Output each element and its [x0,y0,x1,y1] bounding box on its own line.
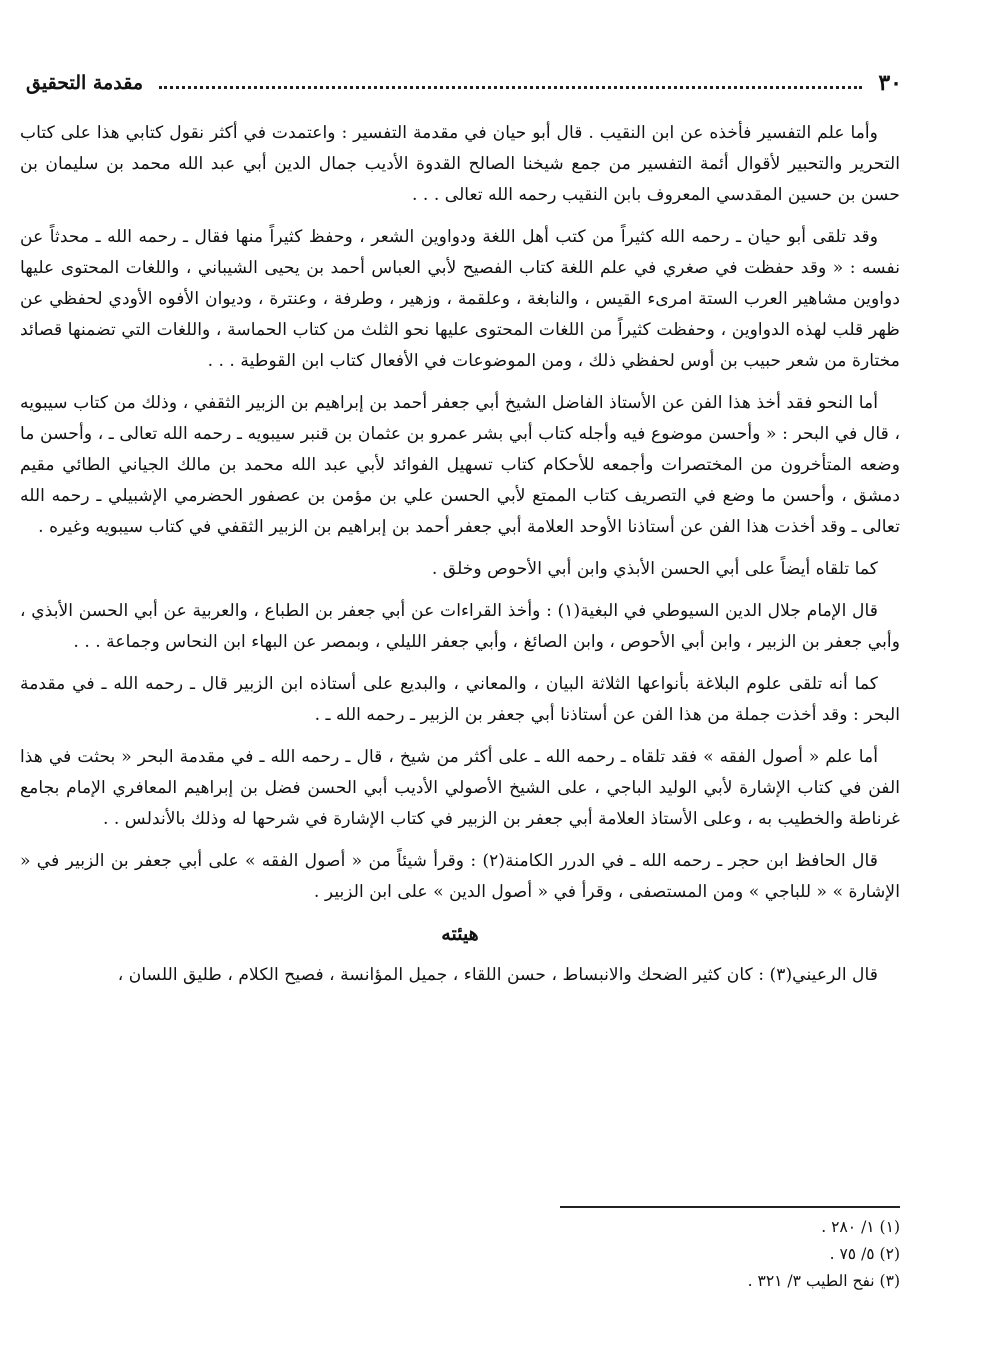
page-number: ٣٠ [878,70,902,96]
running-title: مقدمة التحقيق [26,72,143,94]
paragraph-nahw: أما النحو فقد أخذ هذا الفن عن الأستاذ الفاضل الشيخ أبي جعفر أحمد بن إبراهيم بن الزبير الثقفي ، وذلك من كتاب سيبويه ، قال في البحر : « وأحسن موضوع فيه وأجله كتاب أبي بشر عمرو بن عثمان بن قنبر سيبويه ـ رحمه الله تعالى ـ ، وأحسن ما وضعه المتأخرون من المختصرات وأجمعه للأحكام كتاب تسهيل الفوائد لأبي عبد الله محمد بن مالك الجياني الطائي مقيم دمشق ، وأحسن ما وضع في التصريف كتاب الممتع لأبي الحسن علي بن مؤمن بن عصفور الحضرمي الإشبيلي ـ رحمه الله تعالى ـ وقد أخذت هذا الفن عن أستاذنا الأوحد العلامة أبي جعفر أحمد بن إبراهيم بن الزبير الثقفي في كتاب سيبويه وغيره . [20,393,900,537]
paragraph-other-teachers: كما تلقاه أيضاً على أبي الحسن الأبذي وابن أبي الأحوص وخلق . [431,559,878,579]
header-leader-dots [159,86,862,89]
footnote-separator [560,1206,900,1208]
paragraph-usul-fiqh: أما علم « أصول الفقه » فقد تلقاه ـ رحمه الله ـ على أكثر من شيخ ، قال ـ رحمه الله ـ في مقدمة البحر « بحثت في هذا الفن في كتاب الإشارة لأبي الوليد الباجي ، على الشيخ الأصولي الأديب أبي الحسن فضل بن إبراهيم المعافري الإمام بجامع غرناطة والخطيب به ، وعلى الأستاذ العلامة أبي جعفر بن الزبير في كتاب الإشارة في شرحها له وذلك بالأندلس . . [20,747,900,829]
footnotes [500,1214,900,1295]
paragraph-tafsir: وأما علم التفسير فأخذه عن ابن النقيب . قال أبو حيان في مقدمة التفسير : واعتمدت في أكثر نقول كتابي هذا على كتاب التحرير والتحبير لأقوال أئمة التفسير من جمع شيخنا الصالح القدوة الأديب جمال الدين أبي عبد الله محمد بن سليمان بن حسن بن حسين المقدسي المعروف بابن النقيب رحمه الله تعالى . . . [20,123,900,205]
paragraph-lugha: وقد تلقى أبو حيان ـ رحمه الله كثيراً من كتب أهل اللغة ودواوين الشعر ، وحفظ كثيراً منها فقال ـ رحمه الله ـ محدثاً عن نفسه : « وقد حفظت في صغري في علم اللغة كتاب الفصيح لأبي العباس أحمد بن يحيى الشيباني ، واللغات المحتوى عليها دواوين مشاهير العرب الستة امرىء القيس ، والنابغة ، وعلقمة ، وزهير ، وطرفة ، وعنترة ، وديوان الأفوه الأودي لحفظي عن ظهر قلب لهذه الدواوين ، وحفظت كثيراً من اللغات المحتوى عليها نحو الثلث من كتاب الحماسة ، واللغات التي تضمنها قصائد مختارة من شعر حبيب بن أوس لحفظي ذلك ، ومن الموضوعات في الأفعال كتاب ابن القوطية . . . [20,227,900,371]
paragraph-suyuti-quote: قال الإمام جلال الدين السيوطي في البغية(١) : وأخذ القراءات عن أبي جعفر بن الطباع ، والعربية عن أبي الحسن الأبذي ، وأبي جعفر بن الزبير ، وابن أبي الأحوص ، وابن الصائغ ، وأبي جعفر الليلي ، وبمصر عن البهاء ابن النحاس وجماعة . . . [20,601,900,652]
footnote-1: (١) ١/ ٢٨٠ . [821,1218,900,1236]
paragraph-ibn-hajar-quote: قال الحافظ ابن حجر ـ رحمه الله ـ في الدرر الكامنة(٢) : وقرأ شيئاً من « أصول الفقه » على أبي جعفر بن الزبير في « الإشارة » « للباجي » ومن المستصفى ، وقرأ في « أصول الدين » على ابن الزبير . [20,851,900,902]
paragraph-ruayni-quote: قال الرعيني(٣) : كان كثير الضحك والانبساط ، حسن اللقاء ، جميل المؤانسة ، فصيح الكلام ، طليق اللسان ، [117,965,878,985]
main-text [20,118,900,1002]
footnote-3: (٣) نفح الطيب ٣/ ٣٢١ . [747,1272,900,1290]
running-header [26,66,902,100]
paragraph-balagha: كما أنه تلقى علوم البلاغة بأنواعها الثلاثة البيان ، والمعاني ، والبديع على أستاذه ابن الزبير قال ـ رحمه الله ـ في مقدمة البحر : وقد أخذت جملة من هذا الفن عن أستاذنا أبي جعفر بن الزبير ـ رحمه الله ـ . [20,674,900,725]
footnote-2: (٢) ٥/ ٧٥ . [829,1245,900,1263]
section-heading: هيئته [441,923,479,945]
